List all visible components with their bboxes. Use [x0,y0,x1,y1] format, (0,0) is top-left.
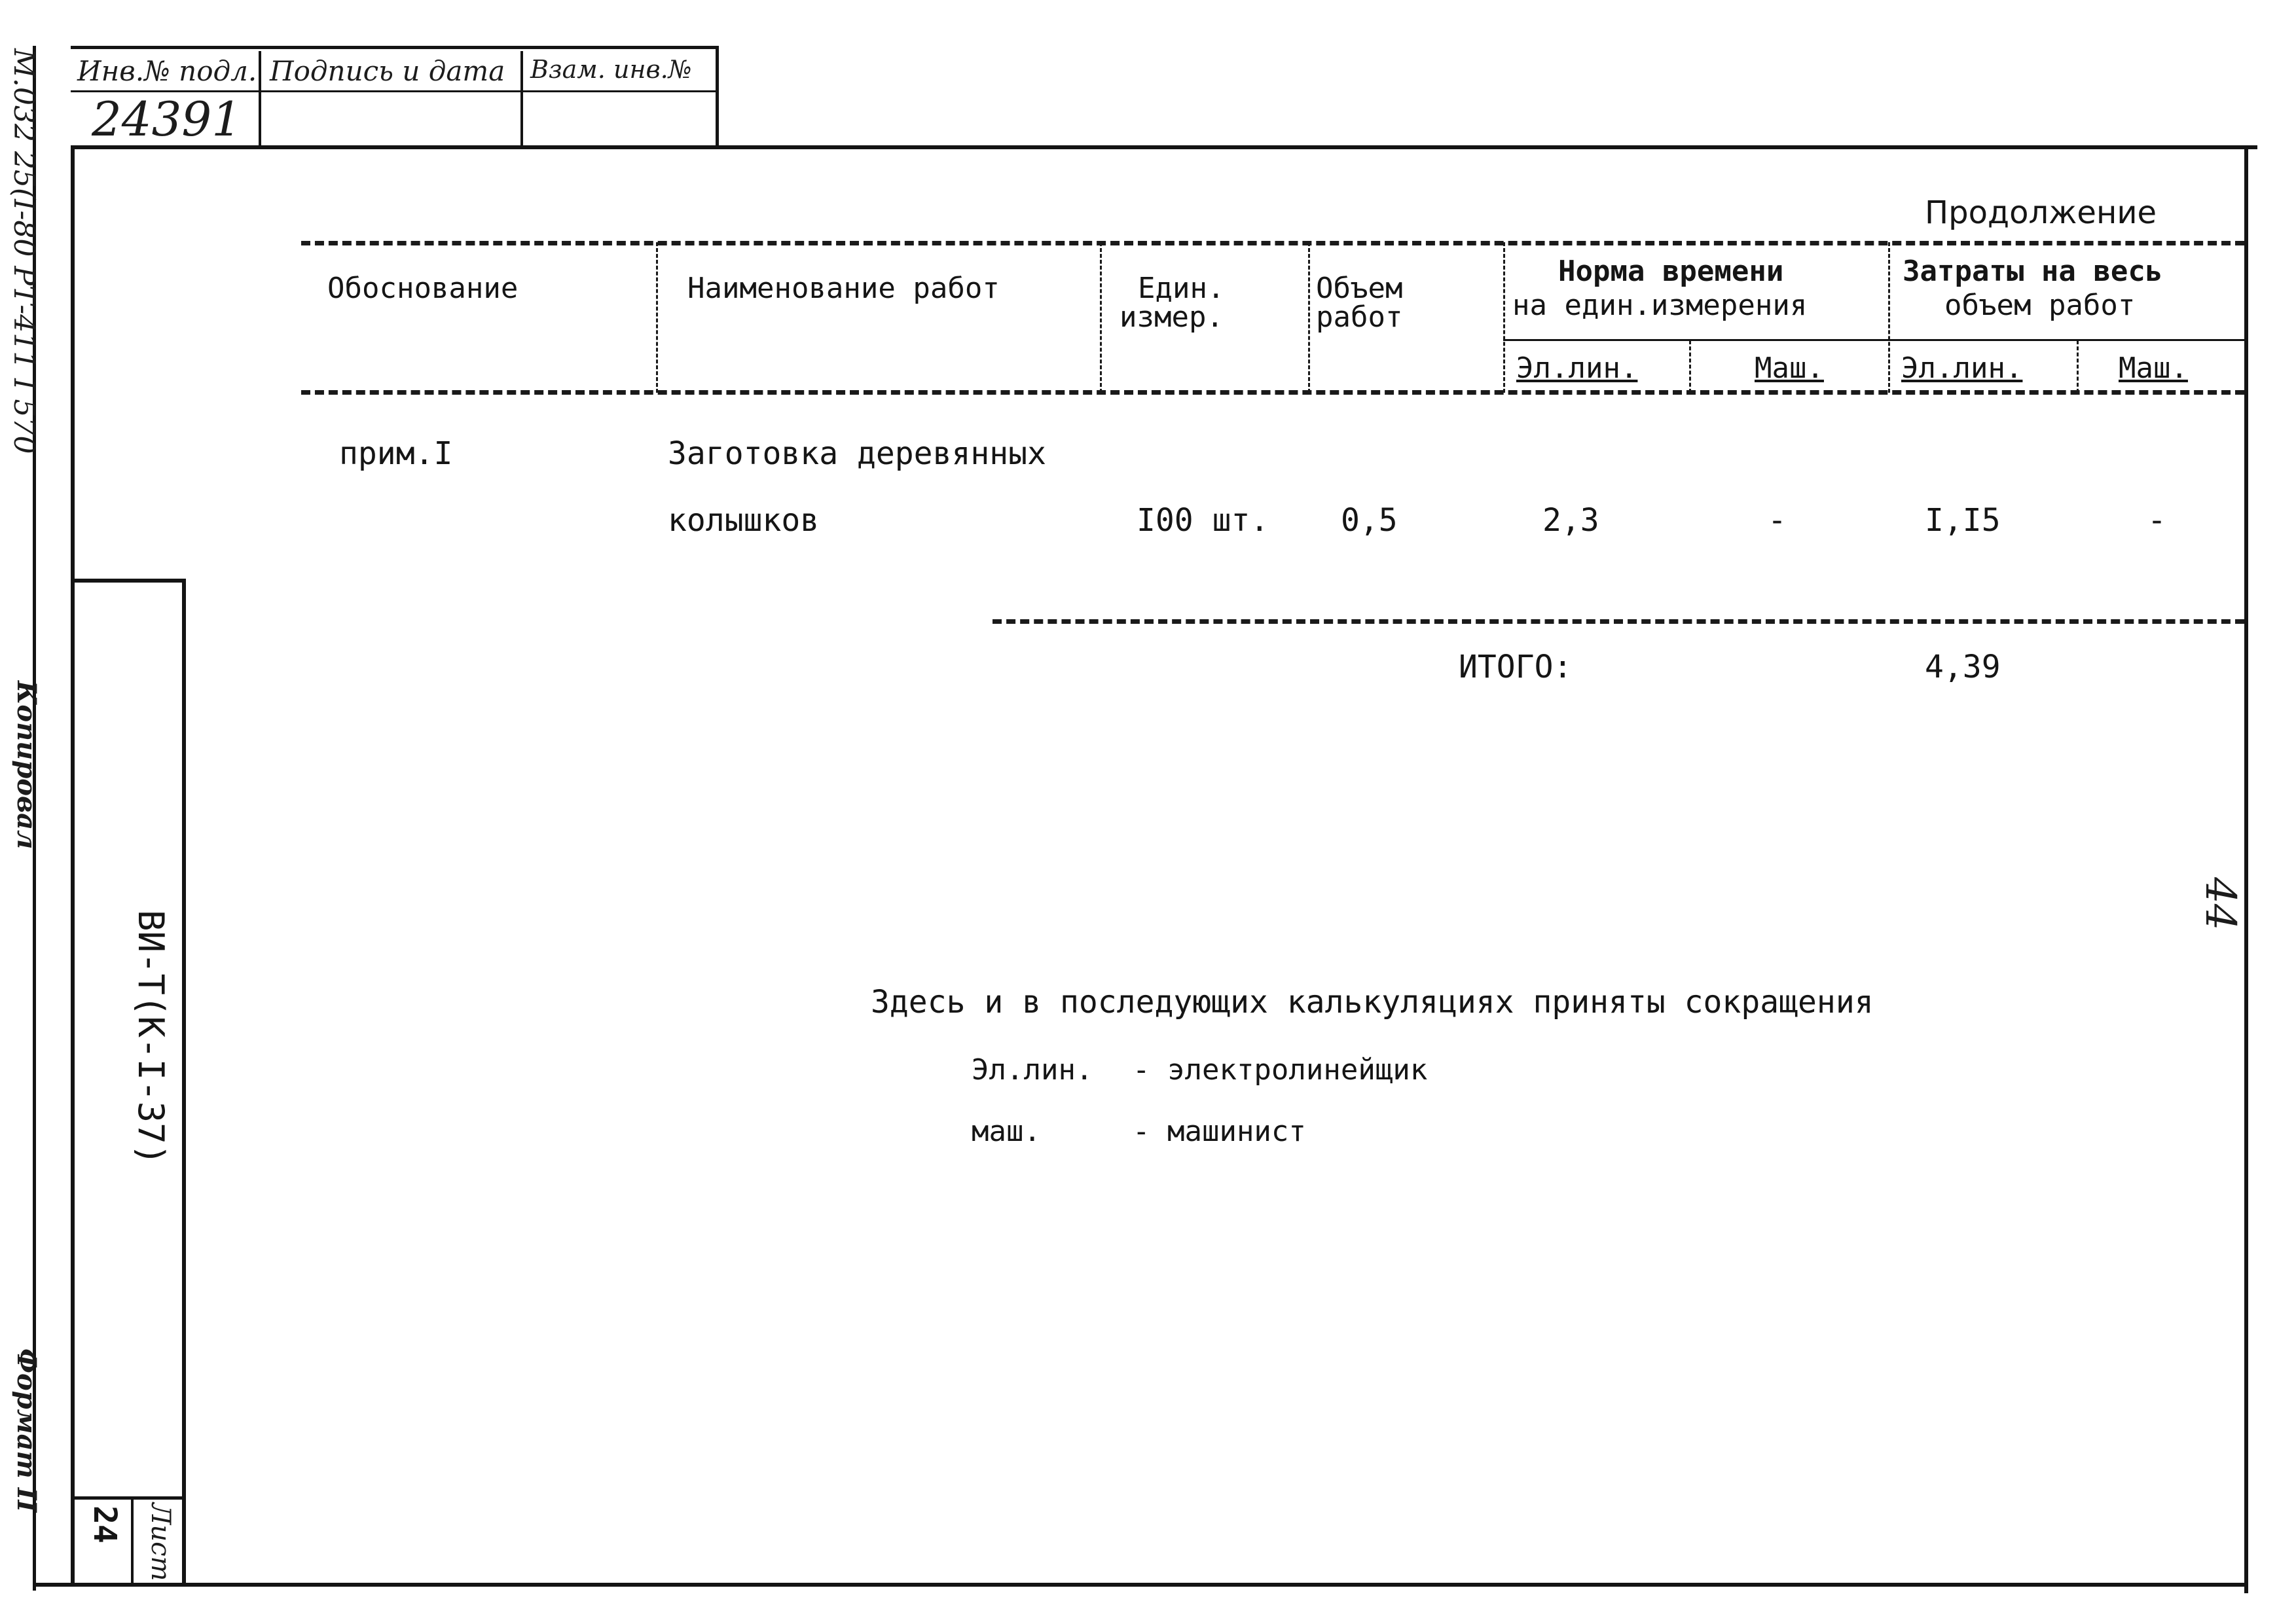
replace-label: Взам. инв.№ [530,55,692,84]
signature-label: Подпись и дата [270,55,505,87]
row-volume: 0,5 [1341,502,1398,539]
total-label: ИТОГО: [1459,649,1573,685]
side-code: М.032 25(I-80 РТ-411 I 570 [7,48,41,454]
hdr-unit-l2: измер. [1120,300,1224,334]
abbr2-val: - машинист [1133,1115,1306,1148]
col-div-2 [1100,242,1102,393]
abbr1-key: Эл.лин. [972,1053,1093,1087]
col-div-6 [1888,242,1890,393]
row-norm-mash: - [1768,502,1787,539]
row-cost-el: I,I5 [1925,502,2001,539]
stamp-div2 [520,51,523,148]
series-code: ВИ-Т(К-I-37) [130,910,172,1166]
col-div-3 [1308,242,1310,393]
row-basis: прим.I [339,435,453,472]
total-rule [993,619,2244,624]
hdr-unit-l1: Един. [1138,272,1225,305]
subheader-rule [1503,339,2244,341]
hdr-norm-mash: Маш. [1755,352,1824,385]
hdr-cost-el: Эл.лин. [1901,352,2023,385]
row-name-l1: Заготовка деревянных [668,435,1046,472]
hdr-volume-l1: Объем [1316,272,1403,305]
stamp-top [71,46,719,49]
frame-top [71,145,2257,149]
hdr-work-name: Наименование работ [687,272,1000,305]
frame-bottom [33,1583,2248,1587]
stamp-right [716,46,719,148]
sheet-label: Лист [145,1503,175,1581]
copied-label: Копировал [11,681,42,850]
inv-number: 24391 [92,92,242,147]
header-top-rule [301,241,2244,245]
abbr2-key: маш. [972,1115,1041,1148]
hdr-norm-el: Эл.лин. [1516,352,1638,385]
row-name-l2: колышков [668,502,820,539]
notes-intro: Здесь и в последующих калькуляциях приняты сокращения [871,984,1874,1020]
hdr-norm-l2: на един.измерения [1512,289,1808,322]
sheet-box-top [71,1496,186,1500]
abbr1-val: - электролинейщик [1133,1053,1428,1087]
total-value: 4,39 [1925,649,2001,685]
row-norm-el: 2,3 [1542,502,1599,539]
col-div-5 [1689,340,1691,393]
col-div-4 [1503,242,1505,393]
hdr-cost-l1: Затраты на весь [1903,255,2163,288]
hdr-volume-l2: работ [1316,300,1403,334]
col-div-1 [656,242,658,393]
format-label: Формат II [11,1348,42,1513]
hdr-cost-mash: Маш. [2119,352,2188,385]
stamp-div1 [259,51,261,148]
hdr-cost-l2: объем работ [1944,289,2136,322]
continuation-label: Продолжение [1925,194,2157,231]
row-cost-mash: - [2147,502,2166,539]
hdr-norm-l1: Норма времени [1558,255,1784,288]
sheet-box-div [131,1496,134,1587]
frame-right [2244,145,2248,1593]
hdr-basis: Обоснование [327,272,519,305]
inv-label: Инв.№ подл. [77,55,257,87]
side-strip-right [182,579,186,1587]
side-strip-top [71,579,186,583]
header-bottom-rule [301,390,2244,395]
col-div-7 [2077,340,2079,393]
row-unit: I00 шт. [1137,502,1269,539]
sheet-number: 24 [86,1506,123,1543]
page-number-margin: 44 [2196,877,2244,931]
frame-left [71,145,75,1585]
